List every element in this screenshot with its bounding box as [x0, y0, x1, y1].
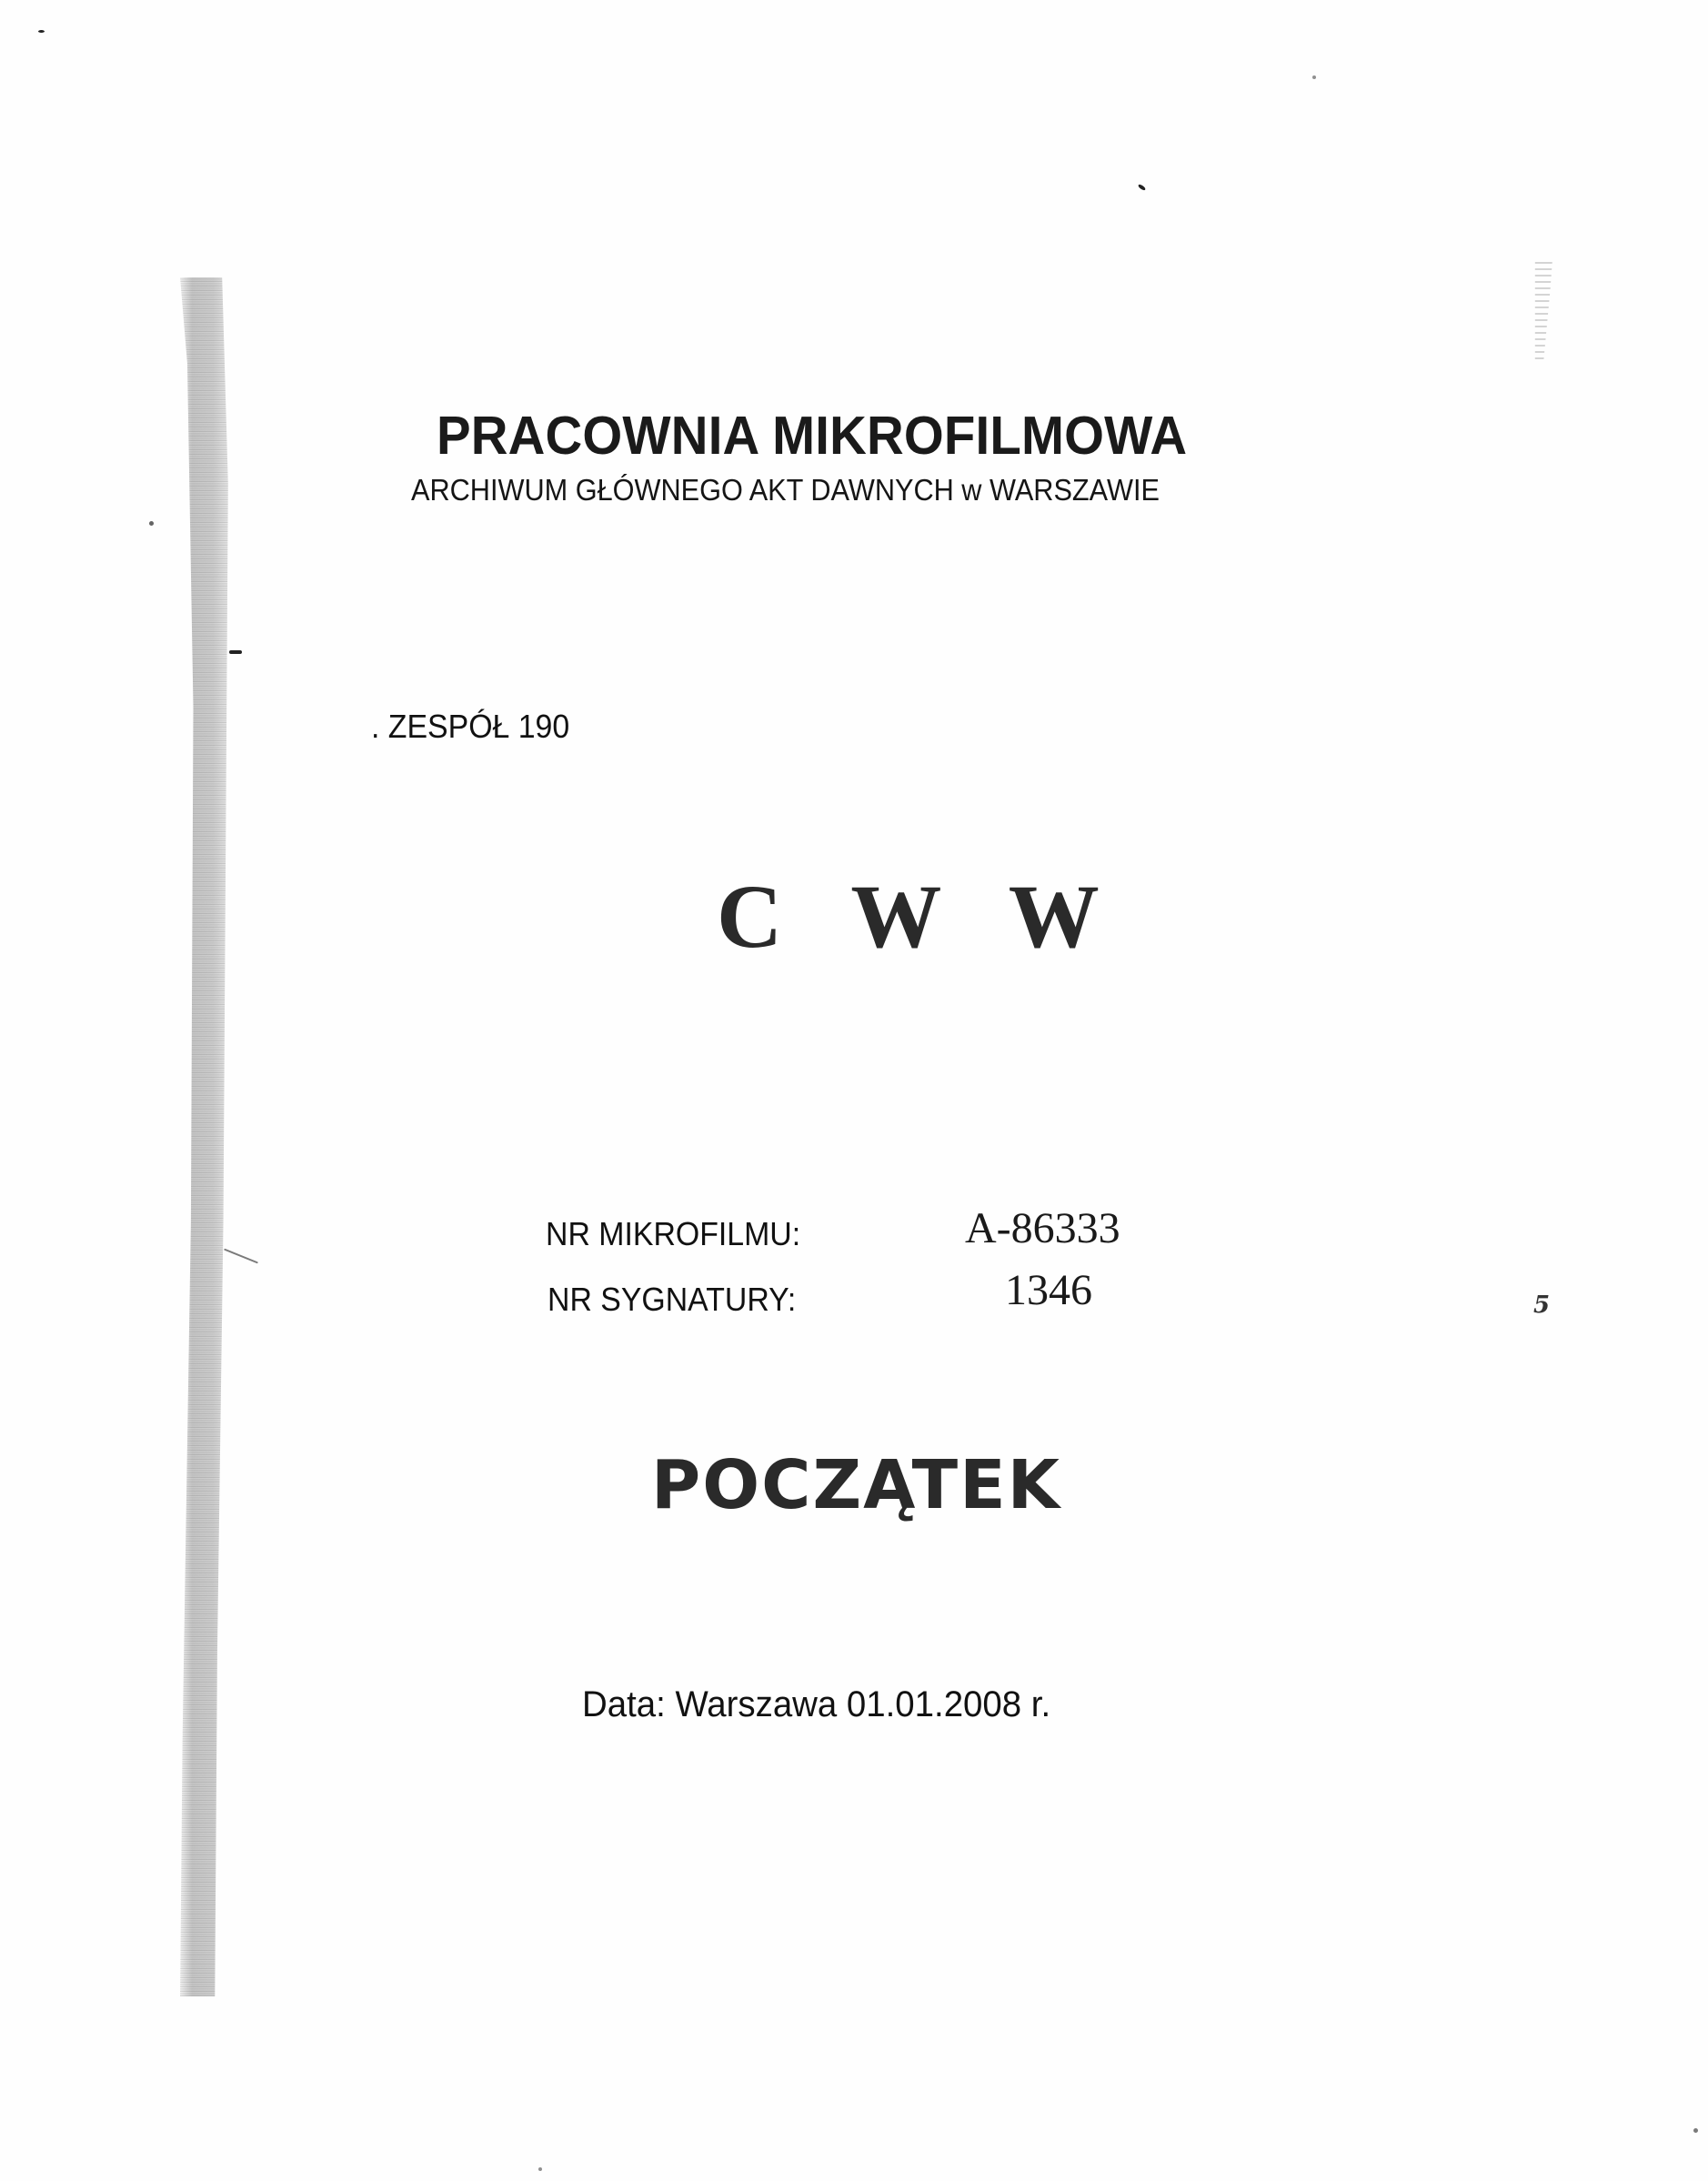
signature-number-value: 1346	[1005, 1266, 1092, 1314]
scan-dust-spot	[229, 650, 242, 654]
date-line: Data: Warszawa 01.01.2008 r.	[582, 1684, 1051, 1724]
scan-dust-spot	[1693, 2128, 1698, 2133]
signature-number-label: NR SYGNATURY:	[548, 1281, 797, 1318]
scan-dust-spot	[149, 521, 154, 526]
scan-dust-spot	[538, 2167, 542, 2171]
fonds-number: . ZESPÓŁ 190	[371, 708, 570, 745]
handwritten-margin-mark: 5	[1533, 1292, 1551, 1319]
scan-dust-spot	[1138, 184, 1147, 191]
institution-title: PRACOWNIA MIKROFILMOWA	[437, 406, 1188, 466]
scan-speckle	[1531, 259, 1552, 359]
microfilm-number-label: NR MIKROFILMU:	[546, 1215, 801, 1252]
scan-dust-spot	[224, 1249, 258, 1264]
collection-code: C W W	[717, 866, 1123, 967]
institution-subtitle: ARCHIWUM GŁÓWNEGO AKT DAWNYCH w WARSZAWIE	[411, 473, 1160, 507]
scan-dust-spot	[1312, 75, 1316, 79]
reel-status-title: POCZĄTEK	[651, 1446, 1062, 1524]
microfilm-number-value: A-86333	[965, 1204, 1120, 1252]
scan-edge-shadow	[180, 277, 240, 1996]
scan-dust-spot	[38, 30, 45, 33]
